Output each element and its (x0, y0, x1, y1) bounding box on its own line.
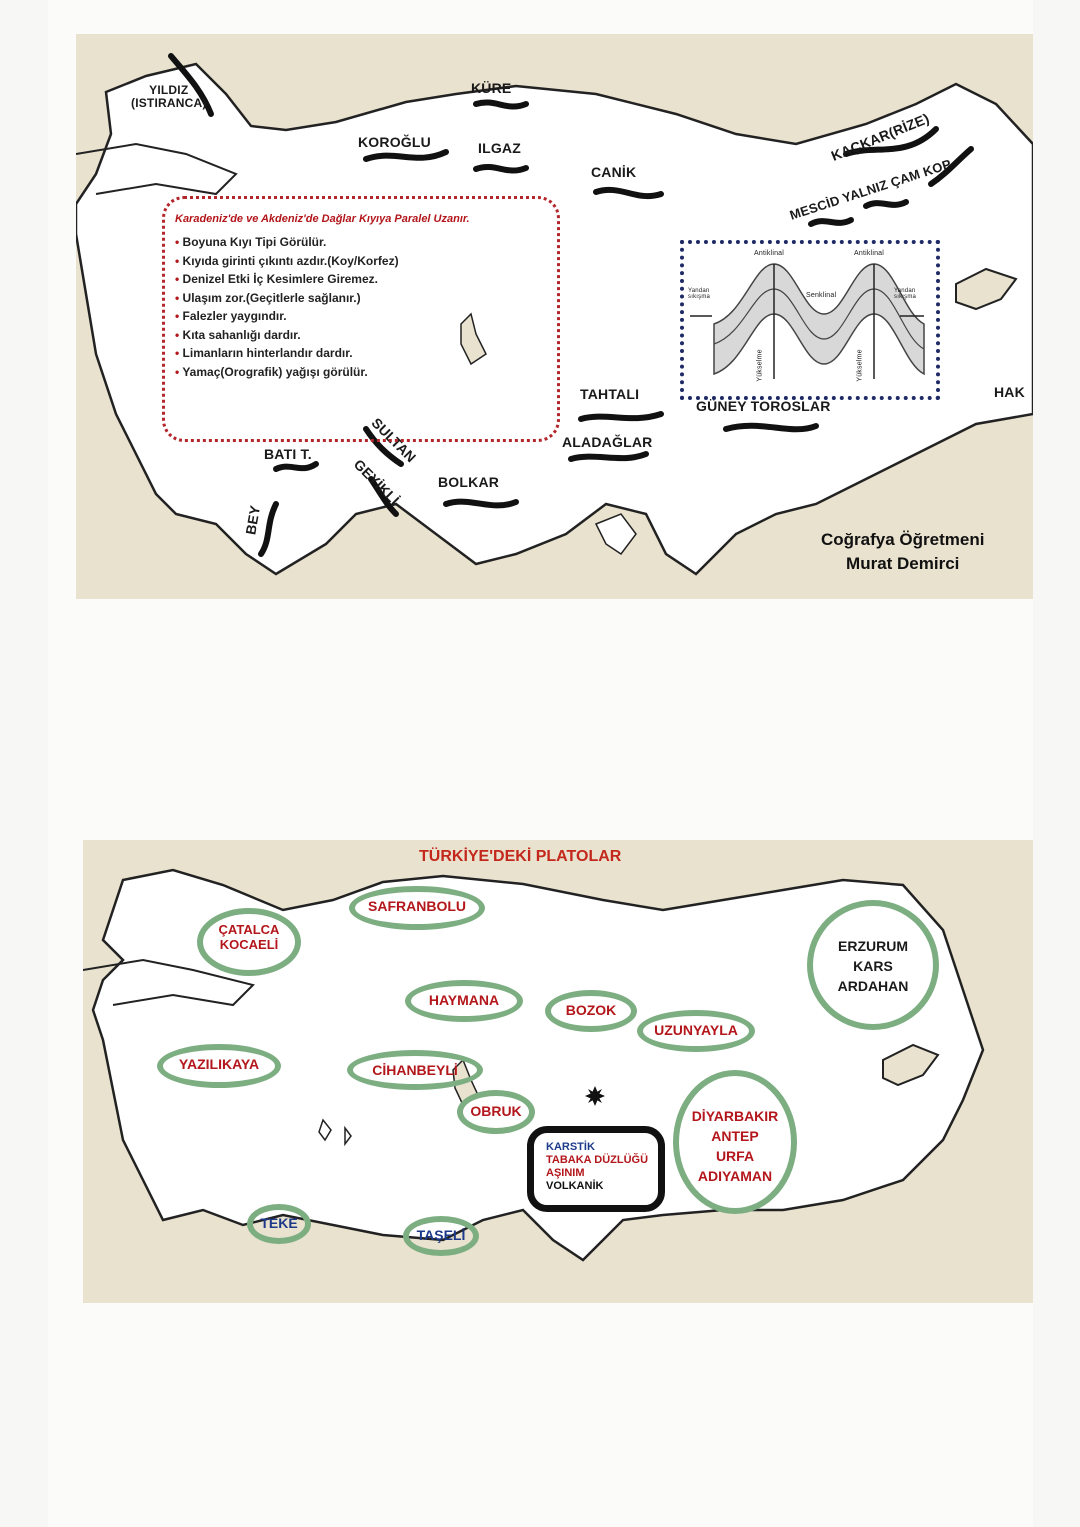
label-hakkari: HAK (994, 384, 1025, 400)
note-item: • Falezler yaygındır. (175, 307, 399, 326)
legend-volkanik: VOLKANİK (546, 1180, 604, 1192)
credit-line-2: Murat Demirci (846, 554, 960, 573)
label-erzurum-kars-ardahan: ERZURUM KARS ARDAHAN (837, 938, 909, 994)
label-diyarbakir-antep-urfa-adiyaman: DİYARBAKIR ANTEP URFA ADIYAMAN (691, 1108, 779, 1184)
ridge-yalniz (866, 202, 906, 206)
label-bolkar: BOLKAR (438, 474, 500, 490)
label-catalca-kocaeli: ÇATALCA KOCAELİ (218, 922, 280, 952)
label-antiklinal-2: Antiklinal (854, 250, 885, 257)
label-safranbolu: SAFRANBOLU (368, 898, 466, 914)
coast-notes-box (162, 196, 560, 442)
credit-block (821, 528, 984, 576)
label-teke: TEKE (260, 1215, 298, 1231)
label-kure: KÜRE (471, 80, 512, 96)
ridge-bati-toroslar (276, 464, 316, 469)
label-yazilikaya: YAZILIKAYA (178, 1056, 260, 1072)
note-item: • Limanların hinterlandır dardır. (175, 344, 399, 363)
label-taseli: TAŞELİ (416, 1227, 466, 1243)
label-bati-toroslar: BATI T. (264, 446, 312, 462)
label-ilgaz: ILGAZ (478, 140, 521, 156)
note-item: • Yamaç(Orografik) yağışı görülür. (175, 363, 399, 382)
fold-mountains-map (76, 34, 1033, 599)
plateaus-title: TÜRKİYE'DEKİ PLATOLAR (419, 848, 622, 865)
label-haymana: HAYMANA (428, 992, 500, 1008)
notes-list (175, 233, 399, 381)
label-yildiz: YILDIZ (ISTIRANCA) (131, 83, 207, 110)
note-item: • Boyuna Kıyı Tipi Görülür. (175, 233, 399, 252)
credit-line-1: Coğrafya Öğretmeni (821, 530, 985, 549)
note-item: • Ulaşım zor.(Geçitlerle sağlanır.) (175, 289, 399, 308)
ridge-guney-toroslar (726, 426, 816, 430)
plateaus-map (83, 840, 1033, 1303)
label-yukselme-1: Yükselme (756, 349, 764, 382)
notes-title: Karadeniz'de ve Akdeniz'de Dağlar Kıyıya Paralel Uzanır. (175, 213, 470, 225)
hatay-coast (596, 514, 636, 554)
fold-diagram (684, 244, 928, 388)
ridge-bolkar (446, 502, 516, 506)
label-kackar: KAÇKAR(RİZE) (828, 110, 932, 164)
note-item: • Kıta sahanlığı dardır. (175, 326, 399, 345)
legend-tabaka-duzlugu: TABAKA DÜZLÜĞÜ (546, 1154, 649, 1166)
label-yandan-2: Yandan sıkışma (894, 288, 917, 300)
ridge-aladaglar (571, 454, 646, 459)
plateau-types-legend (527, 1126, 665, 1212)
legend-karstik: KARSTİK (546, 1141, 595, 1153)
fold-layers (714, 264, 924, 374)
label-obruk: OBRUK (470, 1103, 522, 1119)
label-bey: BEY (242, 504, 264, 536)
legend-asinim: AŞINIM (546, 1167, 585, 1179)
label-uzunyayla: UZUNYAYLA (654, 1022, 738, 1038)
label-yukselme-2: Yükselme (856, 349, 864, 382)
label-canik: CANİK (591, 164, 637, 180)
ridge-ilgaz (476, 167, 526, 171)
note-item: • Kıyıda girinti çıkıntı azdır.(Koy/Korfez) (175, 252, 399, 271)
star-marker (585, 1086, 605, 1106)
label-tahtali: TAHTALI (580, 386, 640, 402)
label-koroglu: KOROĞLU (358, 134, 431, 150)
label-geyikli: GEYİKLİ (350, 456, 403, 508)
label-yandan-1: Yandan sıkışma (688, 288, 711, 300)
label-mescid-yalniz-kop: MESCİD YALNIZ ÇAM KOP (787, 156, 954, 223)
label-cihanbeyli: CİHANBEYLİ (372, 1062, 458, 1078)
label-guney-toroslar: GÜNEY TOROSLAR (696, 398, 831, 414)
fold-diagram-box (680, 240, 940, 400)
label-antiklinal-1: Antiklinal (754, 250, 785, 257)
ridge-tahtali (581, 414, 661, 419)
label-senklinal: Senklinal (806, 292, 837, 299)
label-bozok: BOZOK (565, 1002, 617, 1018)
ridge-mescid (811, 220, 851, 224)
label-aladaglar: ALADAĞLAR (562, 434, 653, 450)
label-sultan: SULTAN (368, 414, 420, 466)
note-item: • Denizel Etki İç Kesimlere Giremez. (175, 270, 399, 289)
